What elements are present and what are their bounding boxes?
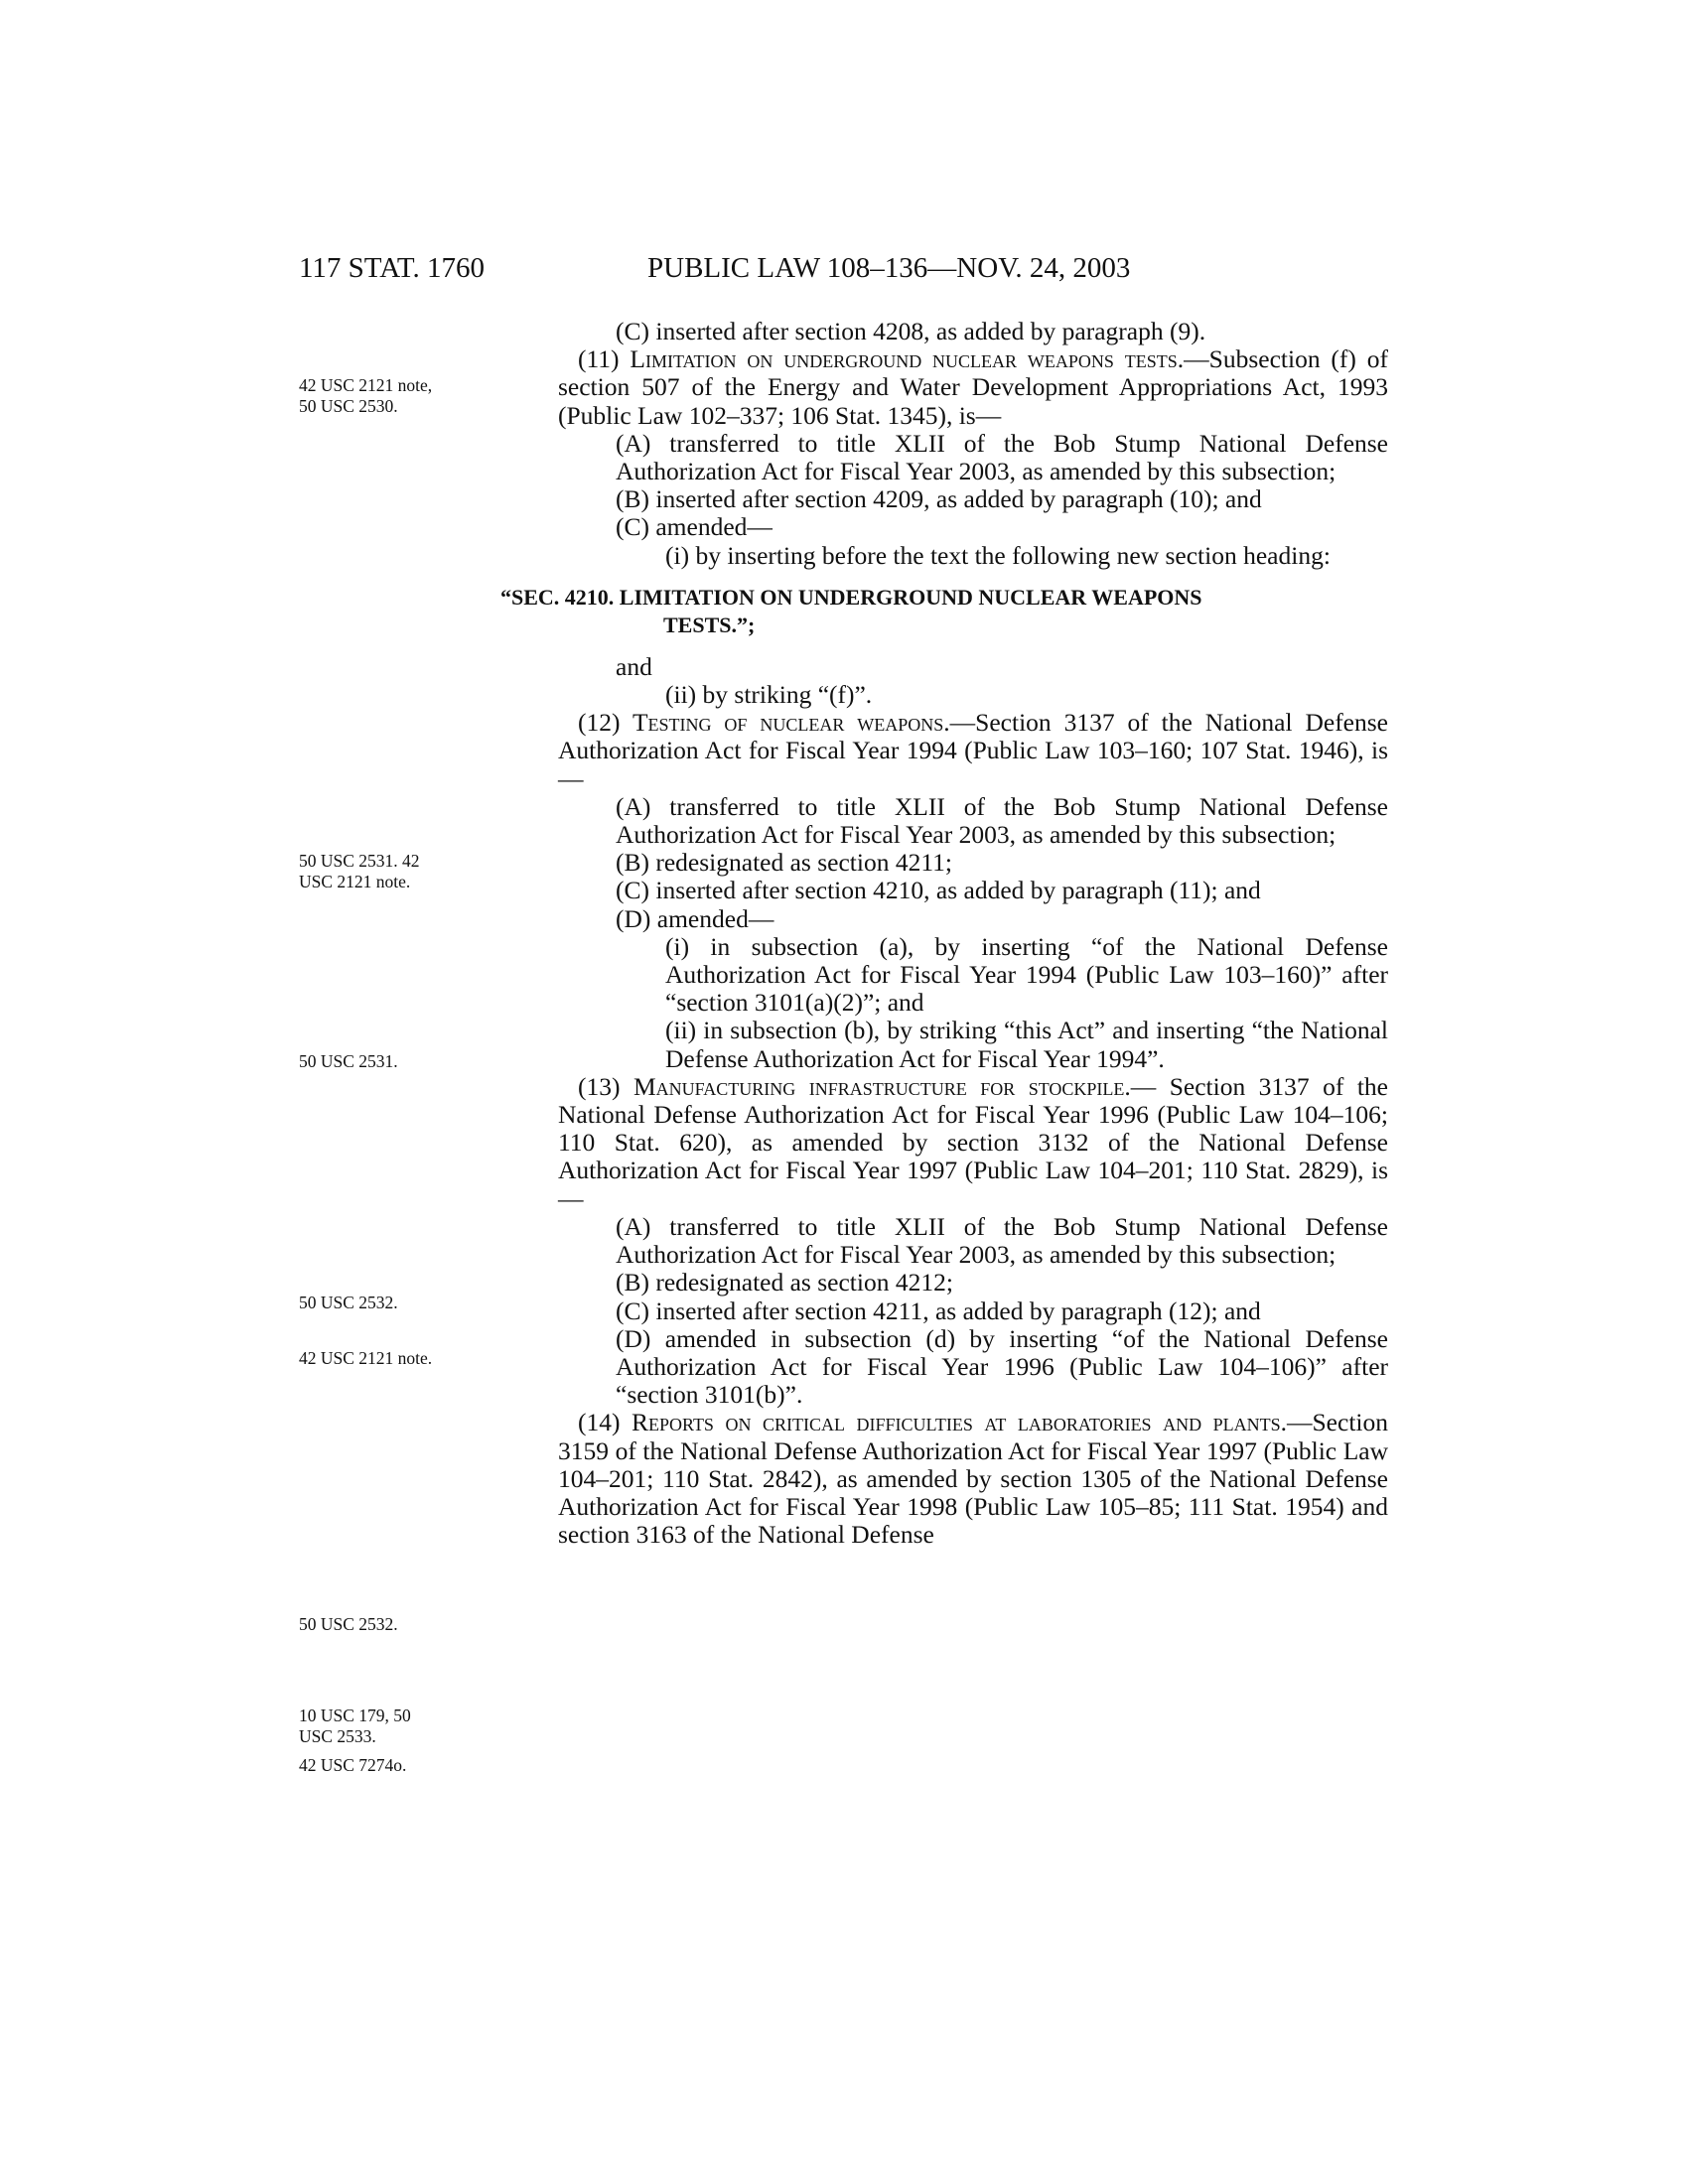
section-heading	[500, 584, 1388, 639]
margin-note: 50 USC 2532.	[299, 1614, 398, 1634]
paragraph: (B) inserted after section 4209, as added by paragraph (10); and	[616, 484, 1262, 514]
paragraph: (A) transferred to title XLII of the Bob Stump National Defense Authorization Act for Fiscal Year 2003, as amended by this subsection;	[616, 428, 1388, 486]
public-law-header: PUBLIC LAW 108–136—NOV. 24, 2003	[647, 252, 1131, 284]
margin-note: 50 USC 2532.	[299, 1293, 398, 1312]
paragraph: (i) in subsection (a), by inserting “of the National Defense Authorization Act for Fiscal Year 1994 (Public Law 103–160)” after “section 3101(a)(2)”; and	[665, 931, 1388, 1018]
paragraph: (C) amended—	[616, 512, 773, 542]
paragraph: (ii) by striking “(f)”.	[665, 680, 873, 710]
margin-note: 42 USC 2121 note.	[299, 1348, 433, 1368]
paragraph-text: —Subsection (f) of section 507 of the Energy and Water Development Appropriations Act, 1993 (Public Law 102–337; 106 Stat. 1345), is—	[558, 344, 1388, 430]
paragraph: (B) redesignated as section 4211;	[616, 848, 952, 878]
paragraph-11	[558, 345, 1388, 430]
paragraph-text: —Section 3137 of the National Defense Authorization Act for Fiscal Year 1994 (Public Law 103–160; 107 Stat. 1946), is—	[558, 708, 1388, 793]
paragraph: (D) amended—	[616, 903, 774, 933]
margin-note: 42 USC 2121 note, 50 USC 2530.	[299, 375, 433, 416]
margin-note: 42 USC 7274o.	[299, 1755, 407, 1775]
paragraph: (A) transferred to title XLII of the Bob Stump National Defense Authorization Act for Fiscal Year 2003, as amended by this subsection;	[616, 1211, 1388, 1270]
margin-note: 10 USC 179, 50 USC 2533.	[299, 1706, 411, 1746]
paragraph-heading: (11) Limitation on underground nuclear weapons tests.	[578, 344, 1185, 374]
paragraph: (C) inserted after section 4211, as added by paragraph (12); and	[616, 1296, 1261, 1325]
margin-note: 50 USC 2531.	[299, 1051, 398, 1071]
paragraph: (i) by inserting before the text the following new section heading:	[665, 540, 1331, 570]
paragraph: (B) redesignated as section 4212;	[616, 1268, 953, 1297]
section-heading-line: TESTS.”;	[663, 612, 756, 637]
paragraph-heading: (12) Testing of nuclear weapons.	[578, 708, 950, 738]
paragraph: (C) inserted after section 4210, as added by paragraph (11); and	[616, 876, 1261, 905]
paragraph: (D) amended in subsection (d) by inserting “of the National Defense Authorization Act for Fiscal Year 1996 (Public Law 104–106)” after “section 3101(b)”.	[616, 1323, 1388, 1410]
paragraph-heading: (14) Reports on critical difficulties at laboratories and plants.	[578, 1408, 1287, 1437]
paragraph-text: — Section 3137 of the National Defense Authorization Act for Fiscal Year 1996 (Public Law 104–106; 110 Stat. 620), as amended by section 3132 of the National Defense Authorization Act for Fiscal Year 1997 (Public Law 104–201; 110 Stat. 2829), is—	[558, 1071, 1388, 1213]
stat-page-number: 117 STAT. 1760	[299, 252, 485, 284]
section-heading-line: “SEC. 4210. LIMITATION ON UNDERGROUND NUCLEAR WEAPONS	[500, 584, 1202, 610]
paragraph-14	[558, 1409, 1388, 1549]
paragraph: (ii) in subsection (b), by striking “this Act” and inserting “the National Defense Authorization Act for Fiscal Year 1994”.	[665, 1016, 1388, 1073]
paragraph-12	[558, 709, 1388, 793]
statute-text	[500, 317, 1388, 1550]
paragraph: (C) inserted after section 4208, as added by paragraph (9).	[616, 317, 1206, 345]
paragraph-text: —Section 3159 of the National Defense Authorization Act for Fiscal Year 1997 (Public Law 104–201; 110 Stat. 2842), as amended by section 1305 of the National Defense Authorization Act for Fiscal Year 1998 (Public Law 105–85; 111 Stat. 1954) and section 3163 of the National Defense	[558, 1408, 1388, 1550]
paragraph-heading: (13) Manufacturing infrastructure for stockpile.	[578, 1071, 1131, 1101]
paragraph: (A) transferred to title XLII of the Bob Stump National Defense Authorization Act for Fiscal Year 2003, as amended by this subsection;	[616, 791, 1388, 850]
paragraph-13	[558, 1073, 1388, 1213]
margin-note: 50 USC 2531. 42 USC 2121 note.	[299, 851, 420, 891]
paragraph: and	[616, 651, 652, 681]
